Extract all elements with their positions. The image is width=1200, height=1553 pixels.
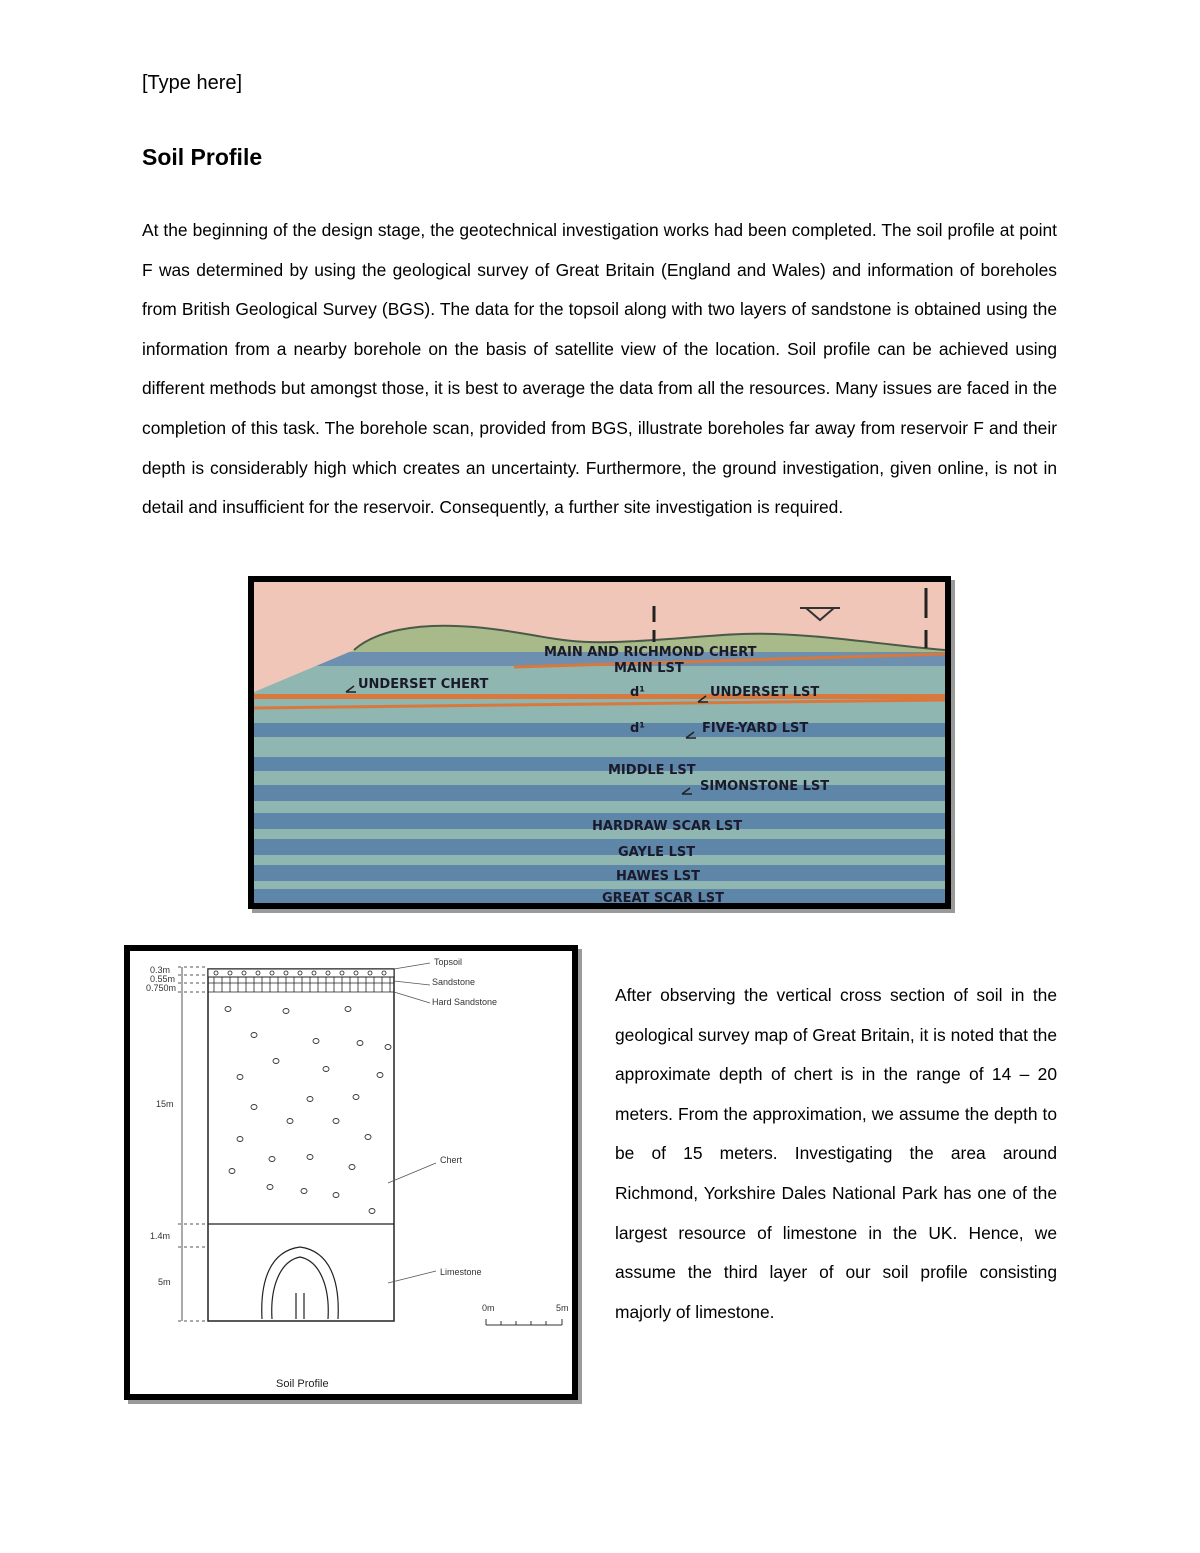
label-gayle-lst: GAYLE LST — [618, 845, 696, 860]
label-great-scar-lst: GREAT SCAR LST — [602, 891, 725, 903]
scale-start: 0m — [482, 1303, 495, 1313]
topsoil-layer — [208, 969, 394, 977]
intro-paragraph: At the beginning of the design stage, the geotechnical investigation works had been completed. The soil profile at point F was determined by using the geological survey of Great Britain (England and Wales) and information of boreholes from British Geological Survey (BGS). The data for the topsoil along with two layers of sandstone is obtained using the information from a nearby borehole on the basis of satellite view of the location. Soil profile can be achieved using different methods but amongst those, it is best to average the data from all the resources. Many issues are faced in the completion of this task. The borehole scan, provided from BGS, illustrate boreholes far away from reservoir F and their depth is considerably high which creates an uncertainty. Furthermore, the ground investigation, given online, is not in detail and insufficient for the reservoir. Consequently, a further site investigation is required. — [142, 220, 1057, 518]
depth-label-gap: 1.4m — [150, 1231, 171, 1241]
label-d1-upper: d¹ — [630, 685, 645, 700]
legend-topsoil: Topsoil — [434, 957, 463, 967]
label-underset-lst: UNDERSET LST — [710, 685, 820, 700]
header-placeholder: [Type here] — [142, 72, 243, 94]
legend-limestone: Limestone — [440, 1267, 482, 1277]
geological-cross-section-figure — [248, 576, 951, 909]
soil-profile-diagram — [130, 951, 572, 1394]
label-middle-lst: MIDDLE LST — [608, 763, 696, 778]
depth-label-sandstone: 0.55m — [150, 974, 176, 984]
label-five-yard-lst: FIVE-YARD LST — [702, 721, 809, 736]
soil-profile-figure — [124, 945, 578, 1400]
depth-label-chert: 15m — [156, 1099, 174, 1109]
label-simonstone-lst: SIMONSTONE LST — [700, 779, 830, 794]
label-main-lst: MAIN LST — [614, 661, 684, 676]
legend-hard-sandstone: Hard Sandstone — [432, 997, 498, 1007]
label-underset-chert: UNDERSET CHERT — [358, 677, 489, 692]
soil-column — [208, 969, 394, 1321]
depth-label-topsoil: 0.3m — [150, 965, 171, 975]
scale-end: 5m — [556, 1303, 569, 1313]
label-main-richmond-chert: MAIN AND RICHMOND CHERT — [544, 645, 757, 660]
label-d1-lower: d¹ — [630, 721, 645, 736]
label-hawes-lst: HAWES LST — [616, 869, 700, 884]
depth-label-hard-sandstone: 0.750m — [146, 983, 177, 993]
depth-label-limestone: 5m — [158, 1277, 171, 1287]
scale-bar — [486, 1319, 562, 1325]
legend-sandstone: Sandstone — [432, 977, 476, 987]
section-heading: Soil Profile — [142, 144, 263, 170]
figure-caption: Soil Profile — [276, 1378, 329, 1390]
label-hardraw-scar-lst: HARDRAW SCAR LST — [592, 819, 743, 834]
cross-section-drawing — [254, 582, 945, 903]
observation-paragraph: After observing the vertical cross section of soil in the geological survey map of Great Britain, it is noted that the approximate depth of chert is in the range of 14 – 20 meters. From the approximation, we assume the depth to be of 15 meters. Investigating the area around Richmond, Yorkshire Dales National Park has one of the largest resource of limestone in the UK. Hence, we assume the third layer of our soil profile consisting majorly of limestone. — [615, 985, 1057, 1322]
legend-chert: Chert — [440, 1155, 463, 1165]
